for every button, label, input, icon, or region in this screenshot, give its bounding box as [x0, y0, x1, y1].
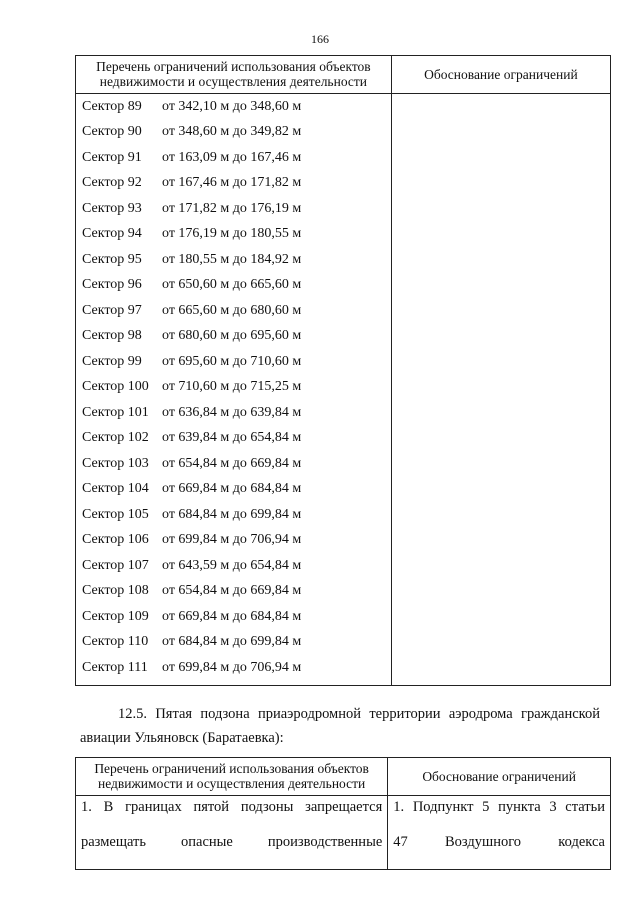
- sector-name: Сектор 90: [82, 124, 142, 140]
- sector-range: от 639,84 м до 654,84 м: [162, 430, 302, 446]
- section-heading-line2: авиации Ульяновск (Баратаевка):: [80, 730, 284, 746]
- table-row: [76, 94, 391, 120]
- table-header-row: [76, 758, 611, 796]
- table-row: [76, 298, 391, 324]
- sector-range: от 654,84 м до 669,84 м: [162, 583, 302, 599]
- sector-name: Сектор 107: [82, 557, 149, 573]
- table-row: [76, 655, 391, 681]
- sector-name: Сектор 100: [82, 379, 149, 395]
- table-body-row: [76, 94, 611, 686]
- fifth-subzone-table: [75, 757, 611, 870]
- sector-range: от 699,84 м до 706,94 м: [162, 659, 302, 675]
- table-row: [76, 426, 391, 452]
- table-row: [76, 120, 391, 146]
- sectors-list-cell: [76, 94, 392, 686]
- sector-range: от 684,84 м до 699,84 м: [162, 634, 302, 650]
- section-heading-line1: 12.5. Пятая подзона приаэродромной территории аэродрома гражданской: [118, 706, 600, 722]
- sector-name: Сектор 95: [82, 251, 142, 267]
- header-restrictions-list: Перечень ограничений использования объектов недвижимости и осуществления деятельности: [76, 56, 392, 94]
- sector-range: от 643,59 м до 654,84 м: [162, 557, 302, 573]
- sector-range: от 163,09 м до 167,46 м: [162, 149, 302, 165]
- sector-range: от 695,60 м до 710,60 м: [162, 353, 302, 369]
- sector-name: Сектор 110: [82, 634, 149, 650]
- page-number: 166: [311, 32, 329, 46]
- sector-name: Сектор 91: [82, 149, 142, 165]
- sector-name: Сектор 105: [82, 506, 149, 522]
- sector-name: Сектор 98: [82, 328, 142, 344]
- header-restrictions-basis: Обоснование ограничений: [388, 758, 611, 796]
- table-row: [76, 451, 391, 477]
- restriction-cell: [76, 796, 388, 870]
- table-row: [76, 375, 391, 401]
- table-row: [76, 145, 391, 171]
- table-row: [76, 579, 391, 605]
- sector-name: Сектор 101: [82, 404, 149, 420]
- sector-range: от 176,19 м до 180,55 м: [162, 226, 302, 242]
- table-row: [76, 553, 391, 579]
- table-header-row: [76, 56, 611, 94]
- sector-name: Сектор 102: [82, 430, 149, 446]
- table-row: [76, 222, 391, 248]
- restriction-line: размещать опасные производственные: [81, 834, 383, 850]
- sector-range: от 669,84 м до 684,84 м: [162, 608, 302, 624]
- sector-name: Сектор 106: [82, 532, 149, 548]
- sector-range: от 650,60 м до 665,60 м: [162, 277, 302, 293]
- sector-name: Сектор 111: [82, 659, 148, 675]
- sector-name: Сектор 89: [82, 98, 142, 114]
- sector-range: от 342,10 м до 348,60 м: [162, 98, 302, 114]
- header-restrictions-basis: Обоснование ограничений: [391, 56, 610, 94]
- table-row: [76, 324, 391, 350]
- sector-name: Сектор 104: [82, 481, 149, 497]
- sector-name: Сектор 103: [82, 455, 149, 471]
- sector-name: Сектор 108: [82, 583, 149, 599]
- sector-name: Сектор 94: [82, 226, 142, 242]
- basis-line: 1. Подпункт 5 пункта 3 статьи: [393, 799, 605, 815]
- sector-name: Сектор 96: [82, 277, 142, 293]
- restriction-line: 1. В границах пятой подзоны запрещается: [81, 799, 383, 815]
- sector-range: от 669,84 м до 684,84 м: [162, 481, 302, 497]
- sector-range: от 167,46 м до 171,82 м: [162, 175, 302, 191]
- table-row: [76, 247, 391, 273]
- sector-name: Сектор 97: [82, 302, 142, 318]
- sector-range: от 636,84 м до 639,84 м: [162, 404, 302, 420]
- table-row: [76, 502, 391, 528]
- table-row: [76, 796, 611, 870]
- sector-range: от 180,55 м до 184,92 м: [162, 251, 302, 267]
- table-row: [76, 171, 391, 197]
- table-row: [76, 400, 391, 426]
- table-row: [76, 273, 391, 299]
- table-row: [76, 349, 391, 375]
- sector-name: Сектор 109: [82, 608, 149, 624]
- sector-name: Сектор 93: [82, 200, 142, 216]
- sector-range: от 699,84 м до 706,94 м: [162, 532, 302, 548]
- basis-line: 47 Воздушного кодекса: [393, 834, 605, 850]
- sector-range: от 710,60 м до 715,25 м: [162, 379, 302, 395]
- sector-range: от 665,60 м до 680,60 м: [162, 302, 302, 318]
- basis-cell: [388, 796, 611, 870]
- sector-range: от 348,60 м до 349,82 м: [162, 124, 302, 140]
- sectors-table: [75, 55, 611, 686]
- table-row: [76, 196, 391, 222]
- table-row: [76, 477, 391, 503]
- table-row: [76, 604, 391, 630]
- sector-range: от 684,84 м до 699,84 м: [162, 506, 302, 522]
- sector-name: Сектор 92: [82, 175, 142, 191]
- basis-empty-cell: [391, 94, 610, 686]
- table-row: [76, 630, 391, 656]
- sector-range: от 654,84 м до 669,84 м: [162, 455, 302, 471]
- table-row: [76, 528, 391, 554]
- header-restrictions-list: Перечень ограничений использования объектов недвижимости и осуществления деятельности: [76, 758, 388, 796]
- sector-range: от 680,60 м до 695,60 м: [162, 328, 302, 344]
- sector-name: Сектор 99: [82, 353, 142, 369]
- sector-range: от 171,82 м до 176,19 м: [162, 200, 302, 216]
